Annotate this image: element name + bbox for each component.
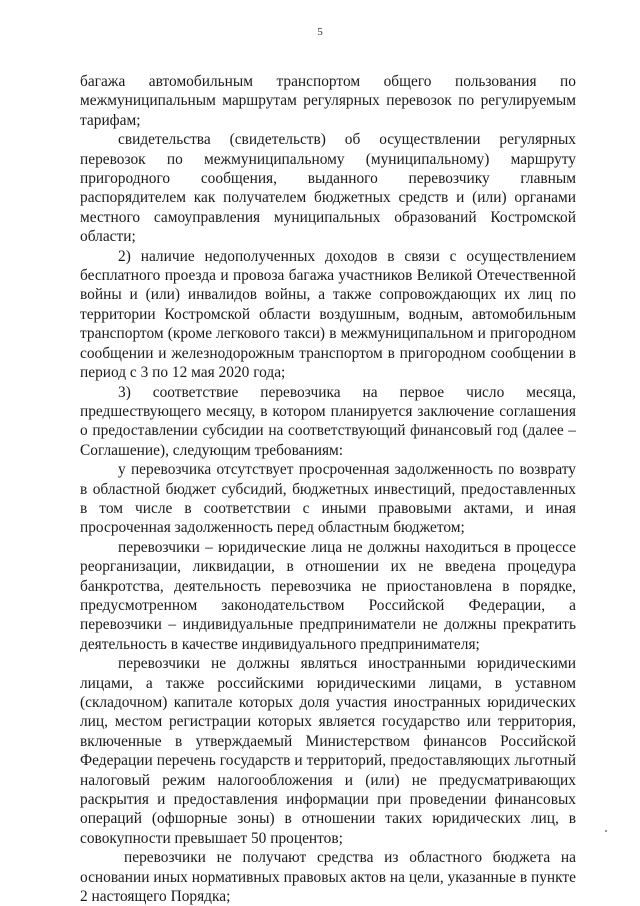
paragraph-3: 2) наличие недополученных доходов в связи с осуществлением бесплатного проезда и провоза багажа участников Великой Отечественной войны и (или) инвалидов войны, а также сопровождающих их лиц по территории Костромской области воздушным, водным, автомобильным транспортом (кроме легкового такси) в межмуниципальном и пригородном сообщении и железнодорожным транспортом в пригородном сообщении в период с 3 по 12 мая 2020 года; xyxy=(80,247,576,382)
document-body xyxy=(80,72,576,906)
page-number: 5 xyxy=(317,26,323,38)
paragraph-2: свидетельства (свидетельств) об осуществлении регулярных перевозок по межмуниципальному (муниципальному) маршруту пригородного сообщения, выданного перевозчику главным распорядителем как получателем бюджетных средств и (или) органами местного самоуправления муниципальных образований Костромской области; xyxy=(80,131,576,246)
paragraph-6: перевозчики – юридические лица не должны находиться в процессе реорганизации, ликвидации, в отношении их не введена процедура банкротства, деятельность перевозчика не приостановлена в порядке, предусмотренном законодательством Российской Федерации, а перевозчики – индивидуальные предприниматели не должны прекратить деятельность в качестве индивидуального предпринимателя; xyxy=(80,538,576,653)
paragraph-8: перевозчики не получают средства из областного бюджета на основании иных нормативных правовых актов на цели, указанные в пункте 2 настоящего Порядка; xyxy=(80,849,576,906)
paragraph-1: багажа автомобильным транспортом общего пользования по межмуниципальным маршрутам регулярных перевозок по регулируемым тарифам; xyxy=(80,73,576,129)
scan-speck xyxy=(605,830,607,832)
paragraph-4: 3) соответствие перевозчика на первое число месяца, предшествующего месяцу, в котором планируется заключение соглашения о предоставлении субсидии на соответствующий финансовый год (далее – Соглашение), следующим требованиям: xyxy=(80,383,576,459)
paragraph-7: перевозчики не должны являться иностранными юридическими лицами, а также российскими юридическими лицами, в уставном (складочном) капитале которых доля участия иностранных юридических лиц, местом регистрации которых является государство или территория, включенные в утверждаемый Министерством финансов Российской Федерации перечень государств и территорий, предоставляющих льготный налоговый режим налогообложения и (или) не предусматривающих раскрытия и предоставления информации при проведении финансовых операций (офшорные зоны) в отношении таких юридических лиц, в совокупности превышает 50 процентов; xyxy=(80,655,576,847)
paragraph-5: у перевозчика отсутствует просроченная задолженность по возврату в областной бюджет субсидий, бюджетных инвестиций, предоставленных в том числе в соответствии с иными правовыми актами, и иная просроченная задолженность перед областным бюджетом; xyxy=(80,461,576,537)
